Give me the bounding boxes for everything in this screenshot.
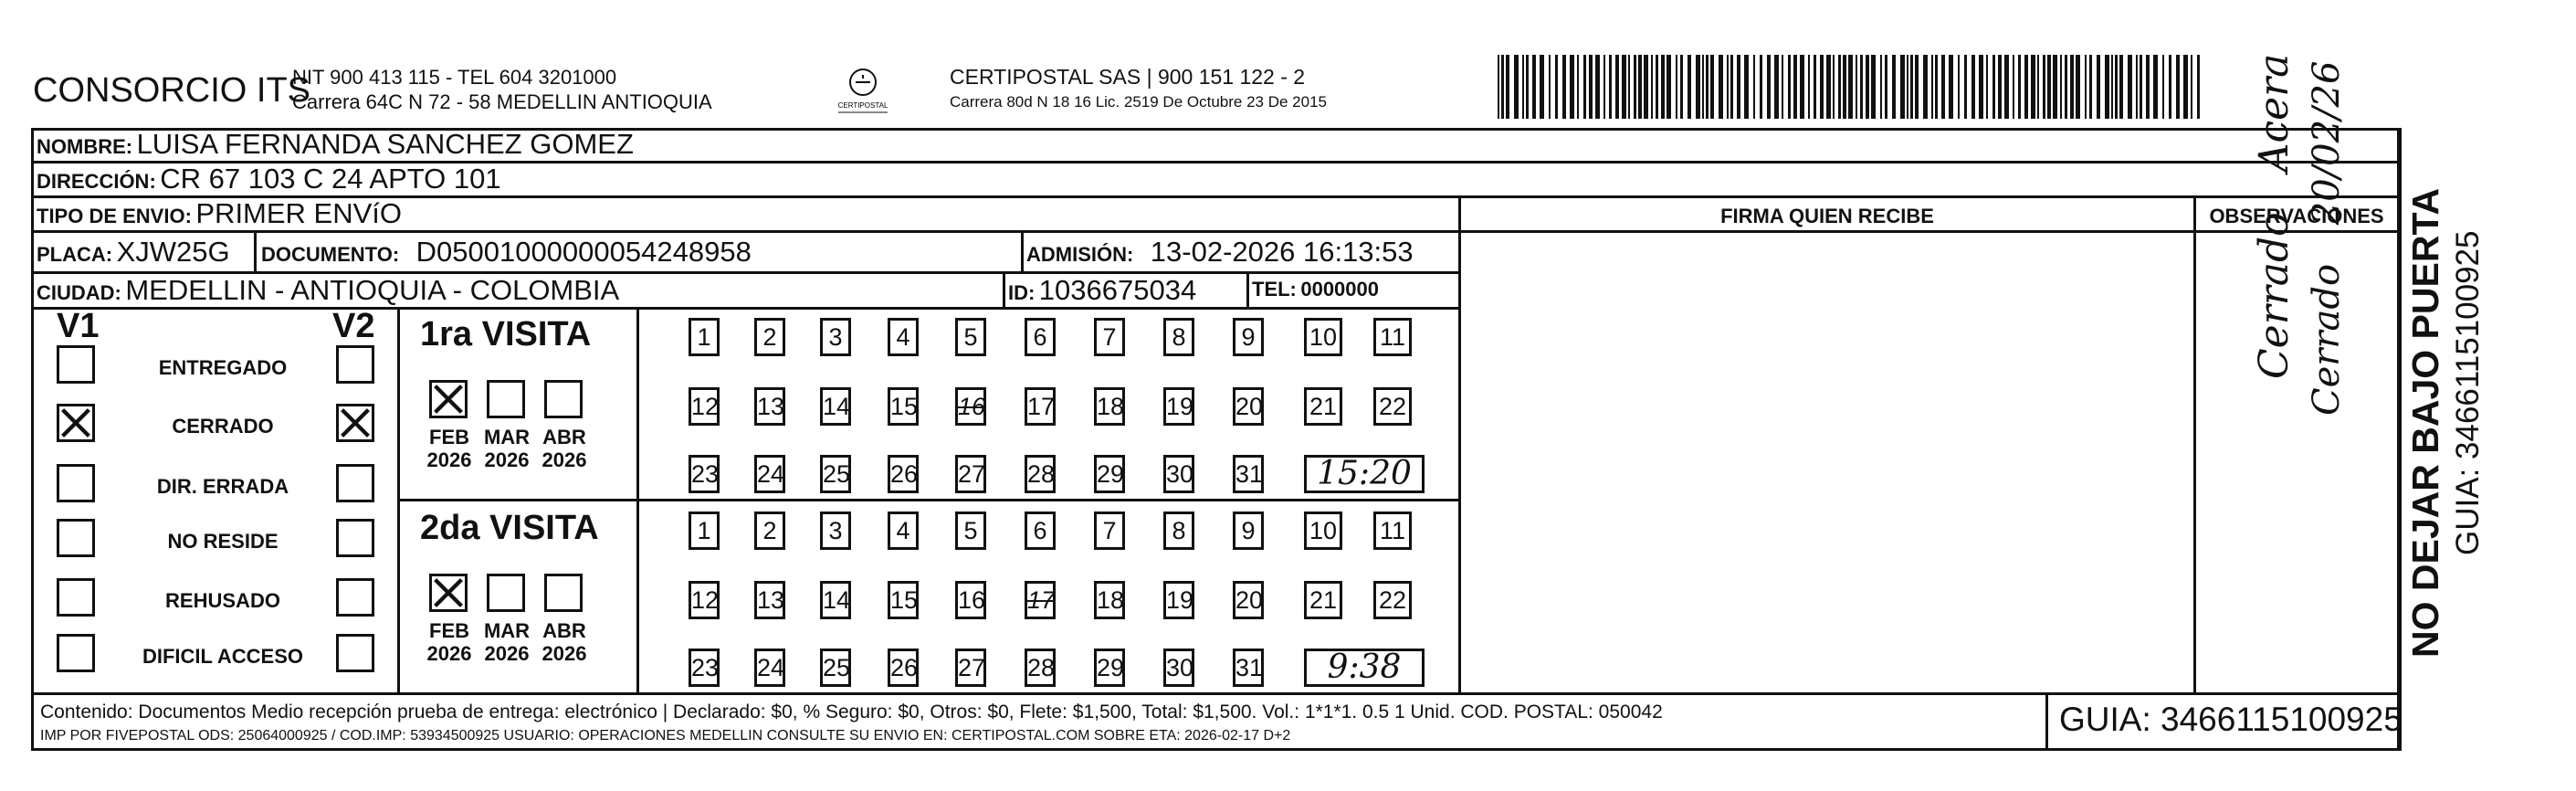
barcode-bar — [1706, 55, 1709, 119]
barcode-bar — [1656, 55, 1658, 119]
barcode-bar — [1971, 55, 1975, 119]
tipo-row — [37, 197, 402, 230]
barcode-bar — [1885, 55, 1887, 119]
first-visit-day-box[interactable]: 9 — [1233, 318, 1264, 356]
barcode-bar — [1800, 55, 1804, 119]
barcode-bar — [1498, 55, 1499, 119]
v1-checkbox[interactable] — [57, 345, 95, 384]
tipo-value: PRIMER ENVíO — [195, 197, 403, 229]
first-visit-day-box[interactable]: 10 — [1304, 318, 1342, 356]
barcode-bar — [2146, 55, 2150, 119]
carrier-name: CERTIPOSTAL SAS | 900 151 122 - 2 — [950, 65, 1306, 89]
barcode-bar — [1767, 55, 1771, 119]
note-3: Cerrado — [2306, 263, 2348, 416]
ciudad-row — [37, 274, 619, 307]
barcode-bar — [1744, 55, 1749, 119]
v2-checkbox[interactable] — [336, 634, 374, 672]
second-visit-day-box[interactable]: 27 — [955, 649, 986, 687]
barcode-bar — [1737, 55, 1740, 119]
second-visit-day-box[interactable]: 22 — [1373, 581, 1412, 619]
barcode-bar — [2105, 55, 2109, 119]
barcode-bar — [1727, 55, 1729, 119]
barcode-bar — [1931, 55, 1933, 119]
second-visit-day-box[interactable]: 18 — [1094, 581, 1125, 619]
barcode-bar — [1808, 55, 1810, 119]
first-visit-day-box[interactable]: 21 — [1304, 387, 1342, 426]
status-label: NO RESIDE — [167, 530, 279, 553]
second-visit-title: 2da VISITA — [420, 509, 599, 547]
barcode-bar — [1979, 55, 1983, 119]
second-visit-day-box[interactable]: 20 — [1233, 581, 1264, 619]
barcode-bar — [2169, 55, 2171, 119]
barcode-bar — [1688, 55, 1691, 119]
nombre-row — [37, 128, 634, 161]
second-visit-day-box[interactable]: 29 — [1094, 649, 1125, 687]
v2-checkbox[interactable] — [336, 345, 374, 384]
firma-header: FIRMA QUIEN RECIBE — [1720, 205, 1934, 227]
carrier-address: Carrera 80d N 18 16 Lic. 2519 De Octubre 23 De 2015 — [950, 93, 1327, 111]
barcode-bar — [2065, 55, 2067, 119]
barcode-bar — [2197, 55, 2200, 119]
barcode-bar — [2070, 55, 2074, 119]
barcode-bar — [1676, 55, 1677, 119]
first-visit-day-box[interactable]: 27 — [955, 455, 986, 493]
barcode-bar — [1838, 55, 1841, 119]
second-visit-day-box[interactable]: 13 — [754, 581, 785, 619]
first-visit-day-box[interactable]: 23 — [689, 455, 720, 493]
barcode-bar — [2119, 55, 2123, 119]
barcode-bar — [2024, 55, 2028, 119]
second-visit-month-checkbox[interactable] — [544, 574, 583, 612]
no-dejar-bajo-puerta: NO DEJAR BAJO PUERTA — [2404, 187, 2446, 658]
first-visit-day-box[interactable]: 25 — [820, 455, 851, 493]
tel-row — [1252, 278, 1379, 301]
id-row — [1008, 274, 1196, 307]
v2-checkbox[interactable] — [336, 404, 374, 442]
barcode-bar — [1514, 55, 1519, 119]
barcode-bar — [1788, 55, 1791, 119]
barcode-bar — [1814, 55, 1816, 119]
admision-value: 13-02-2026 16:13:53 — [1150, 236, 1414, 268]
status-label: DIR. ERRADA — [156, 475, 289, 498]
placa-row — [37, 236, 230, 269]
barcode-bar — [1848, 55, 1853, 119]
barcode-bar — [1964, 55, 1967, 119]
id-value: 1036675034 — [1038, 274, 1197, 306]
barcode-bar — [1892, 55, 1896, 119]
status-label: DIFICIL ACCESO — [142, 645, 303, 668]
barcode-bar — [1935, 55, 1938, 119]
certipostal-logo — [831, 62, 895, 117]
barcode-bar — [1644, 55, 1648, 119]
second-visit-time-box: 9:38 — [1304, 649, 1425, 687]
second-visit-month-label: FEB 2026 — [426, 619, 472, 665]
second-visit-day-box[interactable]: 12 — [689, 581, 720, 619]
second-visit-day-box[interactable]: 4 — [888, 512, 919, 550]
second-visit-month-label: ABR 2026 — [541, 619, 587, 665]
first-visit-day-box[interactable]: 18 — [1094, 387, 1125, 426]
first-visit-day-box[interactable]: 29 — [1094, 455, 1125, 493]
second-visit-day-box[interactable]: 5 — [955, 512, 986, 550]
barcode-bar — [1871, 55, 1876, 119]
first-visit-day-box[interactable]: 15 — [888, 387, 919, 426]
barcode-bar — [2060, 55, 2062, 119]
status-label: CERRADO — [172, 415, 274, 438]
barcode-bar — [1992, 55, 1995, 119]
barcode-bar — [1540, 55, 1544, 119]
second-visit-day-box[interactable]: 2 — [754, 512, 785, 550]
first-visit-day-box[interactable]: 14 — [820, 387, 851, 426]
second-visit-day-box[interactable]: 15 — [888, 581, 919, 619]
first-visit-month-checkbox[interactable] — [429, 380, 468, 418]
barcode-bar — [1910, 55, 1913, 119]
barcode-bar — [1661, 55, 1665, 119]
first-visit-day-box[interactable]: 31 — [1233, 455, 1264, 493]
v2-checkbox[interactable] — [336, 578, 374, 617]
first-visit-month-checkbox[interactable] — [487, 380, 525, 418]
barcode-bar — [2153, 55, 2158, 119]
tipo-label: TIPO DE ENVIO: — [37, 205, 192, 227]
barcode-bar — [2136, 55, 2138, 119]
barcode-bar — [2018, 55, 2021, 119]
barcode-bar — [1549, 55, 1551, 119]
note-2: Acera — [2251, 53, 2297, 173]
barcode-bar — [1506, 55, 1509, 119]
first-visit-day-box[interactable]: 24 — [754, 455, 785, 493]
barcode-bar — [1719, 55, 1723, 119]
barcode-bar — [2085, 55, 2087, 119]
second-visit-month-checkbox[interactable] — [487, 574, 525, 612]
barcode-bar — [1696, 55, 1700, 119]
second-visit-day-box[interactable]: 11 — [1373, 512, 1412, 550]
company-name: CONSORCIO ITS — [33, 71, 311, 110]
barcode-bar — [1760, 55, 1762, 119]
barcode-bar — [1667, 55, 1671, 119]
first-visit-day-box[interactable]: 11 — [1373, 318, 1412, 356]
second-visit-month-checkbox[interactable] — [429, 574, 468, 612]
v2-label: V2 — [332, 307, 375, 345]
first-visit-day-box[interactable]: 19 — [1163, 387, 1194, 426]
barcode-bar — [1562, 55, 1566, 119]
side-guia: GUIA: 3466115100925 — [2450, 230, 2486, 555]
note-4: 20/02/26 — [2306, 60, 2348, 226]
direccion-value: CR 67 103 C 24 APTO 101 — [160, 163, 501, 195]
barcode-bar — [1628, 55, 1630, 119]
barcode-bar — [2004, 55, 2009, 119]
second-visit-day-box[interactable]: 23 — [689, 649, 720, 687]
barcode-bar — [1501, 55, 1504, 119]
note-1: Cerrado — [2251, 212, 2297, 379]
placa-value: XJW25G — [116, 236, 230, 268]
barcode-bar — [2128, 55, 2132, 119]
second-visit-day-box[interactable]: 31 — [1233, 649, 1264, 687]
documento-label: DOCUMENTO: — [261, 243, 400, 266]
second-visit-day-box[interactable]: 25 — [820, 649, 851, 687]
first-visit-day-box[interactable]: 26 — [888, 455, 919, 493]
barcode-bar — [2013, 55, 2014, 119]
first-visit-day-box[interactable]: 12 — [689, 387, 720, 426]
footer-content: Contenido: Documentos Medio recepción prueba de entrega: electrónico | Declarado: $0, % Seguro: $0, Otros: $0, Flete: $1,500, Total: $1,500. Vol.: 1*1*1. 0.5 1 Unid. COD. POSTAL: 050042 — [40, 701, 1663, 722]
barcode-bar — [1622, 55, 1626, 119]
first-visit-title: 1ra VISITA — [420, 315, 592, 353]
barcode-bar — [1915, 55, 1919, 119]
documento-value: D05001000000054248958 — [415, 236, 752, 268]
second-visit-day-box[interactable]: 21 — [1304, 581, 1342, 619]
barcode-bar — [2162, 55, 2164, 119]
first-visit-time-box: 15:20 — [1304, 455, 1425, 493]
barcode-bar — [2047, 55, 2051, 119]
barcode-bar — [1907, 55, 1908, 119]
barcode-bar — [1609, 55, 1612, 119]
barcode-bar — [1958, 55, 1960, 119]
first-visit-day-box[interactable]: 20 — [1233, 387, 1264, 426]
barcode-bar — [1986, 55, 1988, 119]
barcode-bar — [1583, 55, 1586, 119]
second-visit-day-box[interactable]: 19 — [1163, 581, 1194, 619]
barcode-bar — [1820, 55, 1824, 119]
barcode-bar — [1680, 55, 1683, 119]
barcode-bar — [1702, 55, 1704, 119]
second-visit-day-box[interactable]: 26 — [888, 649, 919, 687]
first-visit-month-label: FEB 2026 — [426, 426, 472, 471]
first-visit-day-box[interactable]: 3 — [820, 318, 851, 356]
barcode-bar — [1710, 55, 1714, 119]
first-visit-day-box[interactable]: 7 — [1094, 318, 1125, 356]
v2-checkbox[interactable] — [336, 464, 374, 502]
footer-print-info: IMP POR FIVEPOSTAL ODS: 25064000925 / COD.IMP: 53934500925 USUARIO: OPERACIONES MEDELLIN CONSULTE SU ENVIO EN: CERTIPOSTAL.COM SOBRE ETA: 2026-02-17 D+2 — [40, 728, 1291, 744]
company-nit: NIT 900 413 115 - TEL 604 3201000 — [292, 66, 617, 89]
second-visit-day-box[interactable]: 6 — [1025, 512, 1056, 550]
barcode-bar — [2183, 55, 2188, 119]
second-visit-day-box[interactable]: 10 — [1304, 512, 1342, 550]
first-visit-day-box[interactable]: 5 — [955, 318, 986, 356]
svg-text:CERTIPOSTAL: CERTIPOSTAL — [837, 101, 888, 110]
direccion-row — [37, 163, 501, 195]
observaciones-header: OBSERVACIONES — [2209, 205, 2384, 227]
second-visit-day-box[interactable]: 28 — [1025, 649, 1056, 687]
barcode-bar — [1532, 55, 1536, 119]
second-visit-day-box[interactable]: 16 — [955, 581, 986, 619]
nombre-value: LUISA FERNANDA SANCHEZ GOMEZ — [136, 128, 634, 160]
placa-label: PLACA: — [37, 243, 113, 266]
first-visit-day-box[interactable]: 6 — [1025, 318, 1056, 356]
tel-label: TEL: — [1252, 278, 1297, 301]
barcode-bar — [1526, 55, 1529, 119]
second-visit-day-box[interactable]: 17 — [1025, 581, 1056, 619]
v1-checkbox[interactable] — [57, 464, 95, 502]
first-visit-day-box[interactable]: 13 — [754, 387, 785, 426]
first-visit-day-box[interactable]: 2 — [754, 318, 785, 356]
company-address: Carrera 64C N 72 - 58 MEDELLIN ANTIOQUIA — [292, 90, 712, 113]
first-visit-day-box[interactable]: 30 — [1163, 455, 1194, 493]
second-visit-day-box[interactable]: 7 — [1094, 512, 1125, 550]
barcode-bar — [2076, 55, 2080, 119]
barcode-bar — [1866, 55, 1869, 119]
barcode-bar — [2140, 55, 2142, 119]
admision-row — [1026, 236, 1414, 269]
barcode-bar — [1638, 55, 1642, 119]
barcode-bar — [1941, 55, 1945, 119]
first-visit-day-box[interactable]: 16 — [955, 387, 986, 426]
barcode-bar — [1949, 55, 1953, 119]
second-visit-day-box[interactable]: 9 — [1233, 512, 1264, 550]
barcode-bar — [1595, 55, 1600, 119]
first-visit-day-box[interactable]: 17 — [1025, 387, 1056, 426]
first-visit-day-box[interactable]: 8 — [1163, 318, 1194, 356]
first-visit-day-box[interactable]: 1 — [689, 318, 720, 356]
second-visit-day-box[interactable]: 14 — [820, 581, 851, 619]
barcode-bar — [1782, 55, 1783, 119]
second-visit-day-box[interactable]: 8 — [1163, 512, 1194, 550]
second-visit-day-box[interactable]: 1 — [689, 512, 720, 550]
second-visit-day-box[interactable]: 3 — [820, 512, 851, 550]
barcode-bar — [1833, 55, 1835, 119]
barcode-bar — [1860, 55, 1863, 119]
id-label: ID: — [1008, 281, 1036, 304]
barcode-bar — [1522, 55, 1524, 119]
barcode-bar — [2097, 55, 2100, 119]
barcode-bar — [2115, 55, 2118, 119]
barcode-bar — [1793, 55, 1797, 119]
first-visit-day-box[interactable]: 4 — [888, 318, 919, 356]
first-visit-day-box[interactable]: 22 — [1373, 387, 1412, 426]
barcode-bar — [1555, 55, 1558, 119]
barcode-bar — [2089, 55, 2092, 119]
barcode-bar — [1774, 55, 1779, 119]
footer-guia: GUIA: 3466115100925 — [2059, 701, 2403, 738]
first-visit-month-checkbox[interactable] — [544, 380, 583, 418]
barcode-bar — [1634, 55, 1636, 119]
barcode-bar — [1615, 55, 1619, 119]
barcode-bar — [1880, 55, 1882, 119]
barcode-bar — [2053, 55, 2057, 119]
barcode-bar — [1603, 55, 1605, 119]
first-visit-month-label: ABR 2026 — [541, 426, 587, 471]
barcode-bar — [2111, 55, 2113, 119]
barcode-bar — [1589, 55, 1593, 119]
v1-checkbox[interactable] — [57, 519, 95, 557]
second-visit-day-box[interactable]: 30 — [1163, 649, 1194, 687]
v1-label: V1 — [57, 307, 100, 345]
barcode-bar — [1923, 55, 1928, 119]
barcode-bar — [1826, 55, 1831, 119]
ciudad-label: CIUDAD: — [37, 281, 121, 304]
barcode-bar — [1856, 55, 1857, 119]
v1-checkbox[interactable] — [57, 404, 95, 442]
barcode-bar — [2037, 55, 2039, 119]
barcode-bar — [1900, 55, 1905, 119]
status-label: ENTREGADO — [158, 356, 288, 379]
barcode-bar — [1730, 55, 1733, 119]
ciudad-value: MEDELLIN - ANTIOQUIA - COLOMBIA — [125, 274, 620, 306]
barcode-bar — [1651, 55, 1653, 119]
barcode-bar — [2191, 55, 2192, 119]
direccion-label: DIRECCIÓN: — [37, 170, 156, 193]
first-visit-month-label: MAR 2026 — [483, 426, 531, 471]
admision-label: ADMISIÓN: — [1026, 243, 1134, 266]
second-visit-day-box[interactable]: 24 — [754, 649, 785, 687]
barcode-bar — [1998, 55, 2002, 119]
tel-value: 0000000 — [1300, 278, 1379, 301]
barcode-bar — [1570, 55, 1574, 119]
barcode-bar — [1577, 55, 1579, 119]
barcode-bar — [2031, 55, 2035, 119]
barcode-bar — [2176, 55, 2180, 119]
barcode-bar — [2043, 55, 2045, 119]
barcode-bar — [1753, 55, 1755, 119]
second-visit-month-label: MAR 2026 — [483, 619, 531, 665]
barcode — [1498, 55, 2210, 119]
first-visit-day-box[interactable]: 28 — [1025, 455, 1056, 493]
nombre-label: NOMBRE: — [37, 135, 133, 158]
barcode-bar — [1843, 55, 1846, 119]
v1-checkbox[interactable] — [57, 578, 95, 617]
status-label: REHUSADO — [165, 589, 280, 612]
v1-checkbox[interactable] — [57, 634, 95, 672]
v2-checkbox[interactable] — [336, 519, 374, 557]
documento-row — [261, 236, 752, 269]
